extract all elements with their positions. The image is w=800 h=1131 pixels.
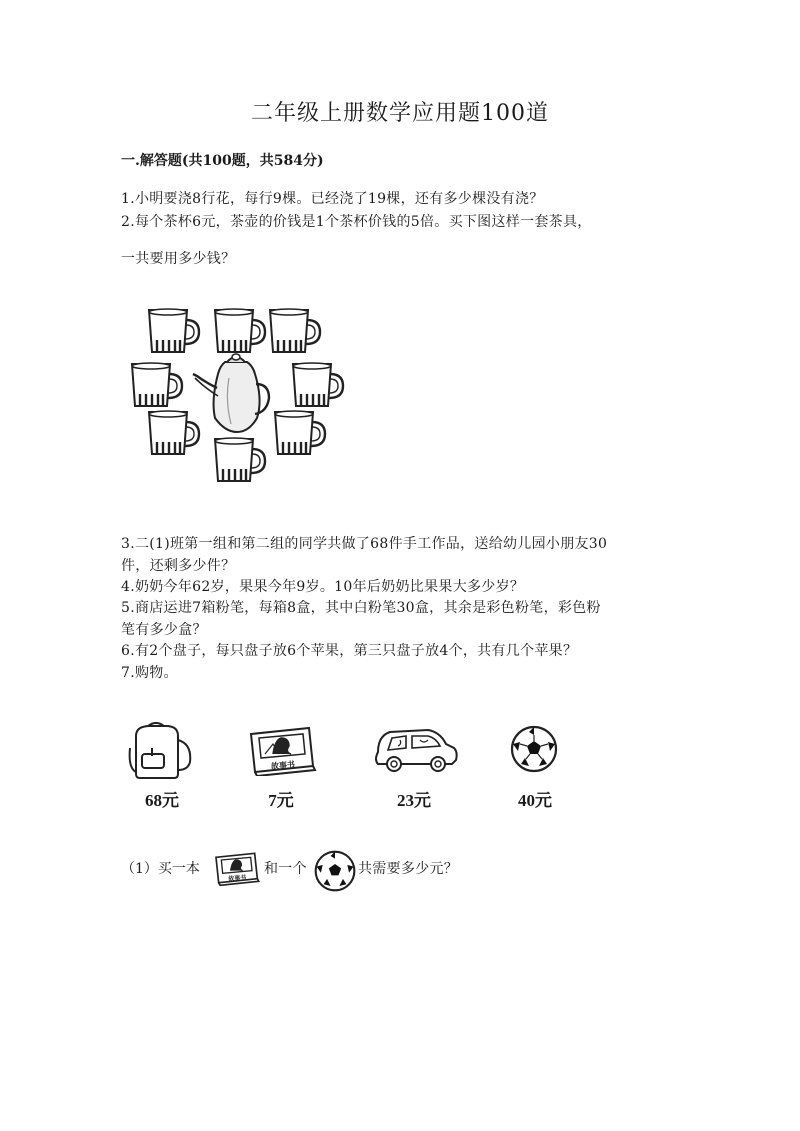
soccer-ball-icon — [313, 849, 357, 893]
sub-question-suffix: 共需要多少元？ — [358, 861, 459, 877]
storybook-icon — [212, 850, 260, 886]
soccer-ball-price: 40元 — [518, 791, 552, 810]
teacup-icon — [132, 363, 182, 406]
teacup-icon — [215, 309, 265, 352]
teacup-icon — [293, 363, 343, 406]
page-title: 二年级上册数学应用题100道 — [251, 101, 549, 126]
question-1: 1.小明要浇8行花，每行9棵。已经浇了19棵，还有多少棵没有浇？ — [121, 191, 544, 207]
soccer-ball-icon — [509, 724, 559, 774]
section-heading: 一.解答题(共100题，共584分) — [121, 153, 324, 169]
tea-set-figure — [125, 300, 350, 490]
schoolbag-icon — [126, 722, 196, 782]
question-6: 6.有2个盘子，每只盘子放6个苹果，第三只盘子放4个，共有几个苹果？ — [121, 643, 578, 659]
toy-car-icon — [372, 726, 460, 776]
teapot-icon — [193, 354, 269, 432]
schoolbag-price: 68元 — [145, 791, 179, 810]
question-5-line-1: 5.商店运进7箱粉笔，每箱8盒，其中白粉笔30盒，其余是彩色粉笔，彩色粉 — [121, 600, 601, 616]
teacup-icon — [215, 438, 265, 481]
toy-car-price: 23元 — [397, 791, 431, 810]
teacup-icon — [270, 309, 320, 352]
storybook-icon — [245, 724, 317, 776]
question-3-line-2: 件，还剩多少件？ — [121, 558, 236, 574]
sub-question-middle: 和一个 — [264, 861, 307, 877]
question-4: 4.奶奶今年62岁，果果今年9岁。10年后奶奶比果果大多少岁？ — [121, 579, 525, 595]
storybook-price: 7元 — [268, 791, 294, 810]
teacup-icon — [149, 309, 199, 352]
svg-text:故事书: 故事书 — [228, 874, 247, 883]
question-7: 7.购物。 — [121, 665, 178, 681]
teacup-icon — [149, 411, 199, 454]
sub-question-prefix: （1）买一本 — [121, 861, 200, 877]
svg-text:故事书: 故事书 — [270, 759, 296, 772]
question-2-line-1: 2.每个茶杯6元，茶壶的价钱是1个茶杯价钱的5倍。买下图这样一套茶具， — [121, 214, 592, 230]
teacup-icon — [275, 411, 325, 454]
question-5-line-2: 笔有多少盒？ — [121, 622, 207, 638]
question-3-line-1: 3.二(1)班第一组和第二组的同学共做了68件手工作品，送给幼儿园小朋友30 — [121, 536, 608, 552]
question-7-sub-1 — [121, 858, 200, 878]
question-2-line-2: 一共要用多少钱？ — [121, 251, 236, 267]
